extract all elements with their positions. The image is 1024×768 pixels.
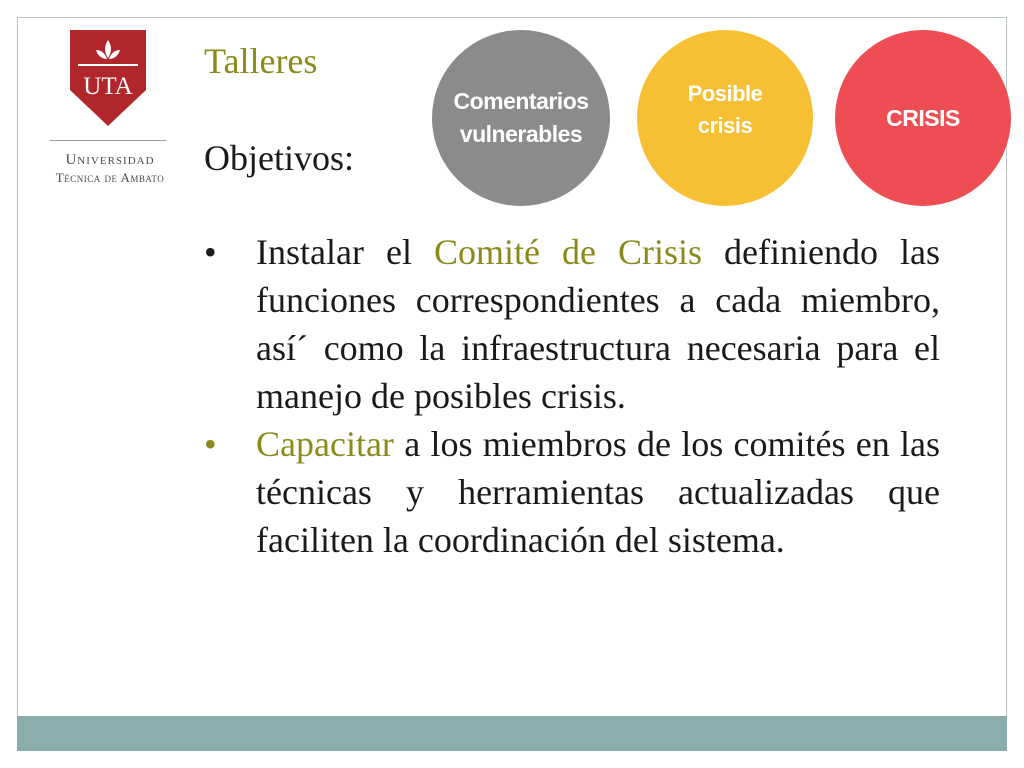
logo-monogram: UTA — [83, 73, 133, 100]
logo-divider — [50, 140, 166, 141]
stage-circle-crisis — [835, 30, 1011, 206]
objectives-list — [200, 228, 940, 564]
stage-circle-possible-crisis — [637, 30, 813, 206]
list-item — [200, 228, 940, 420]
footer-bar — [17, 716, 1007, 751]
stage-label-line1: Posible — [687, 81, 763, 106]
objectives-heading: Objetivos: — [204, 138, 354, 178]
stage-circle-vulnerable-comments — [432, 30, 610, 206]
list-item — [200, 420, 940, 564]
objective-highlight: Capacitar — [256, 424, 394, 464]
university-logo — [40, 28, 180, 188]
uta-shield-icon — [68, 28, 148, 128]
stage-label-line1: CRISIS — [886, 104, 960, 131]
objective-highlight: Comité de Crisis — [433, 232, 703, 272]
logo-university-subname: Técnica de Ambato — [55, 170, 165, 185]
objective-text-post: definiendo las funciones correspondientes a cada miembro, así´ como la infraestructura necesaria para el manejo de posibles crisis. — [256, 232, 940, 416]
stage-label-line2: crisis — [697, 112, 753, 138]
stage-label-line1: Comentarios — [453, 87, 589, 114]
objective-text-post: a los miembros de los comités en las técnicas y herramientas actualizadas que faciliten la coordinación del sistema. — [256, 424, 940, 560]
stage-label-line2: vulnerables — [459, 121, 583, 147]
section-title: Talleres — [204, 41, 318, 81]
bullet-icon: • — [204, 232, 217, 272]
objective-text-pre: Instalar el — [256, 232, 434, 272]
logo-university-name: Universidad — [65, 152, 155, 168]
bullet-icon: • — [204, 424, 217, 464]
